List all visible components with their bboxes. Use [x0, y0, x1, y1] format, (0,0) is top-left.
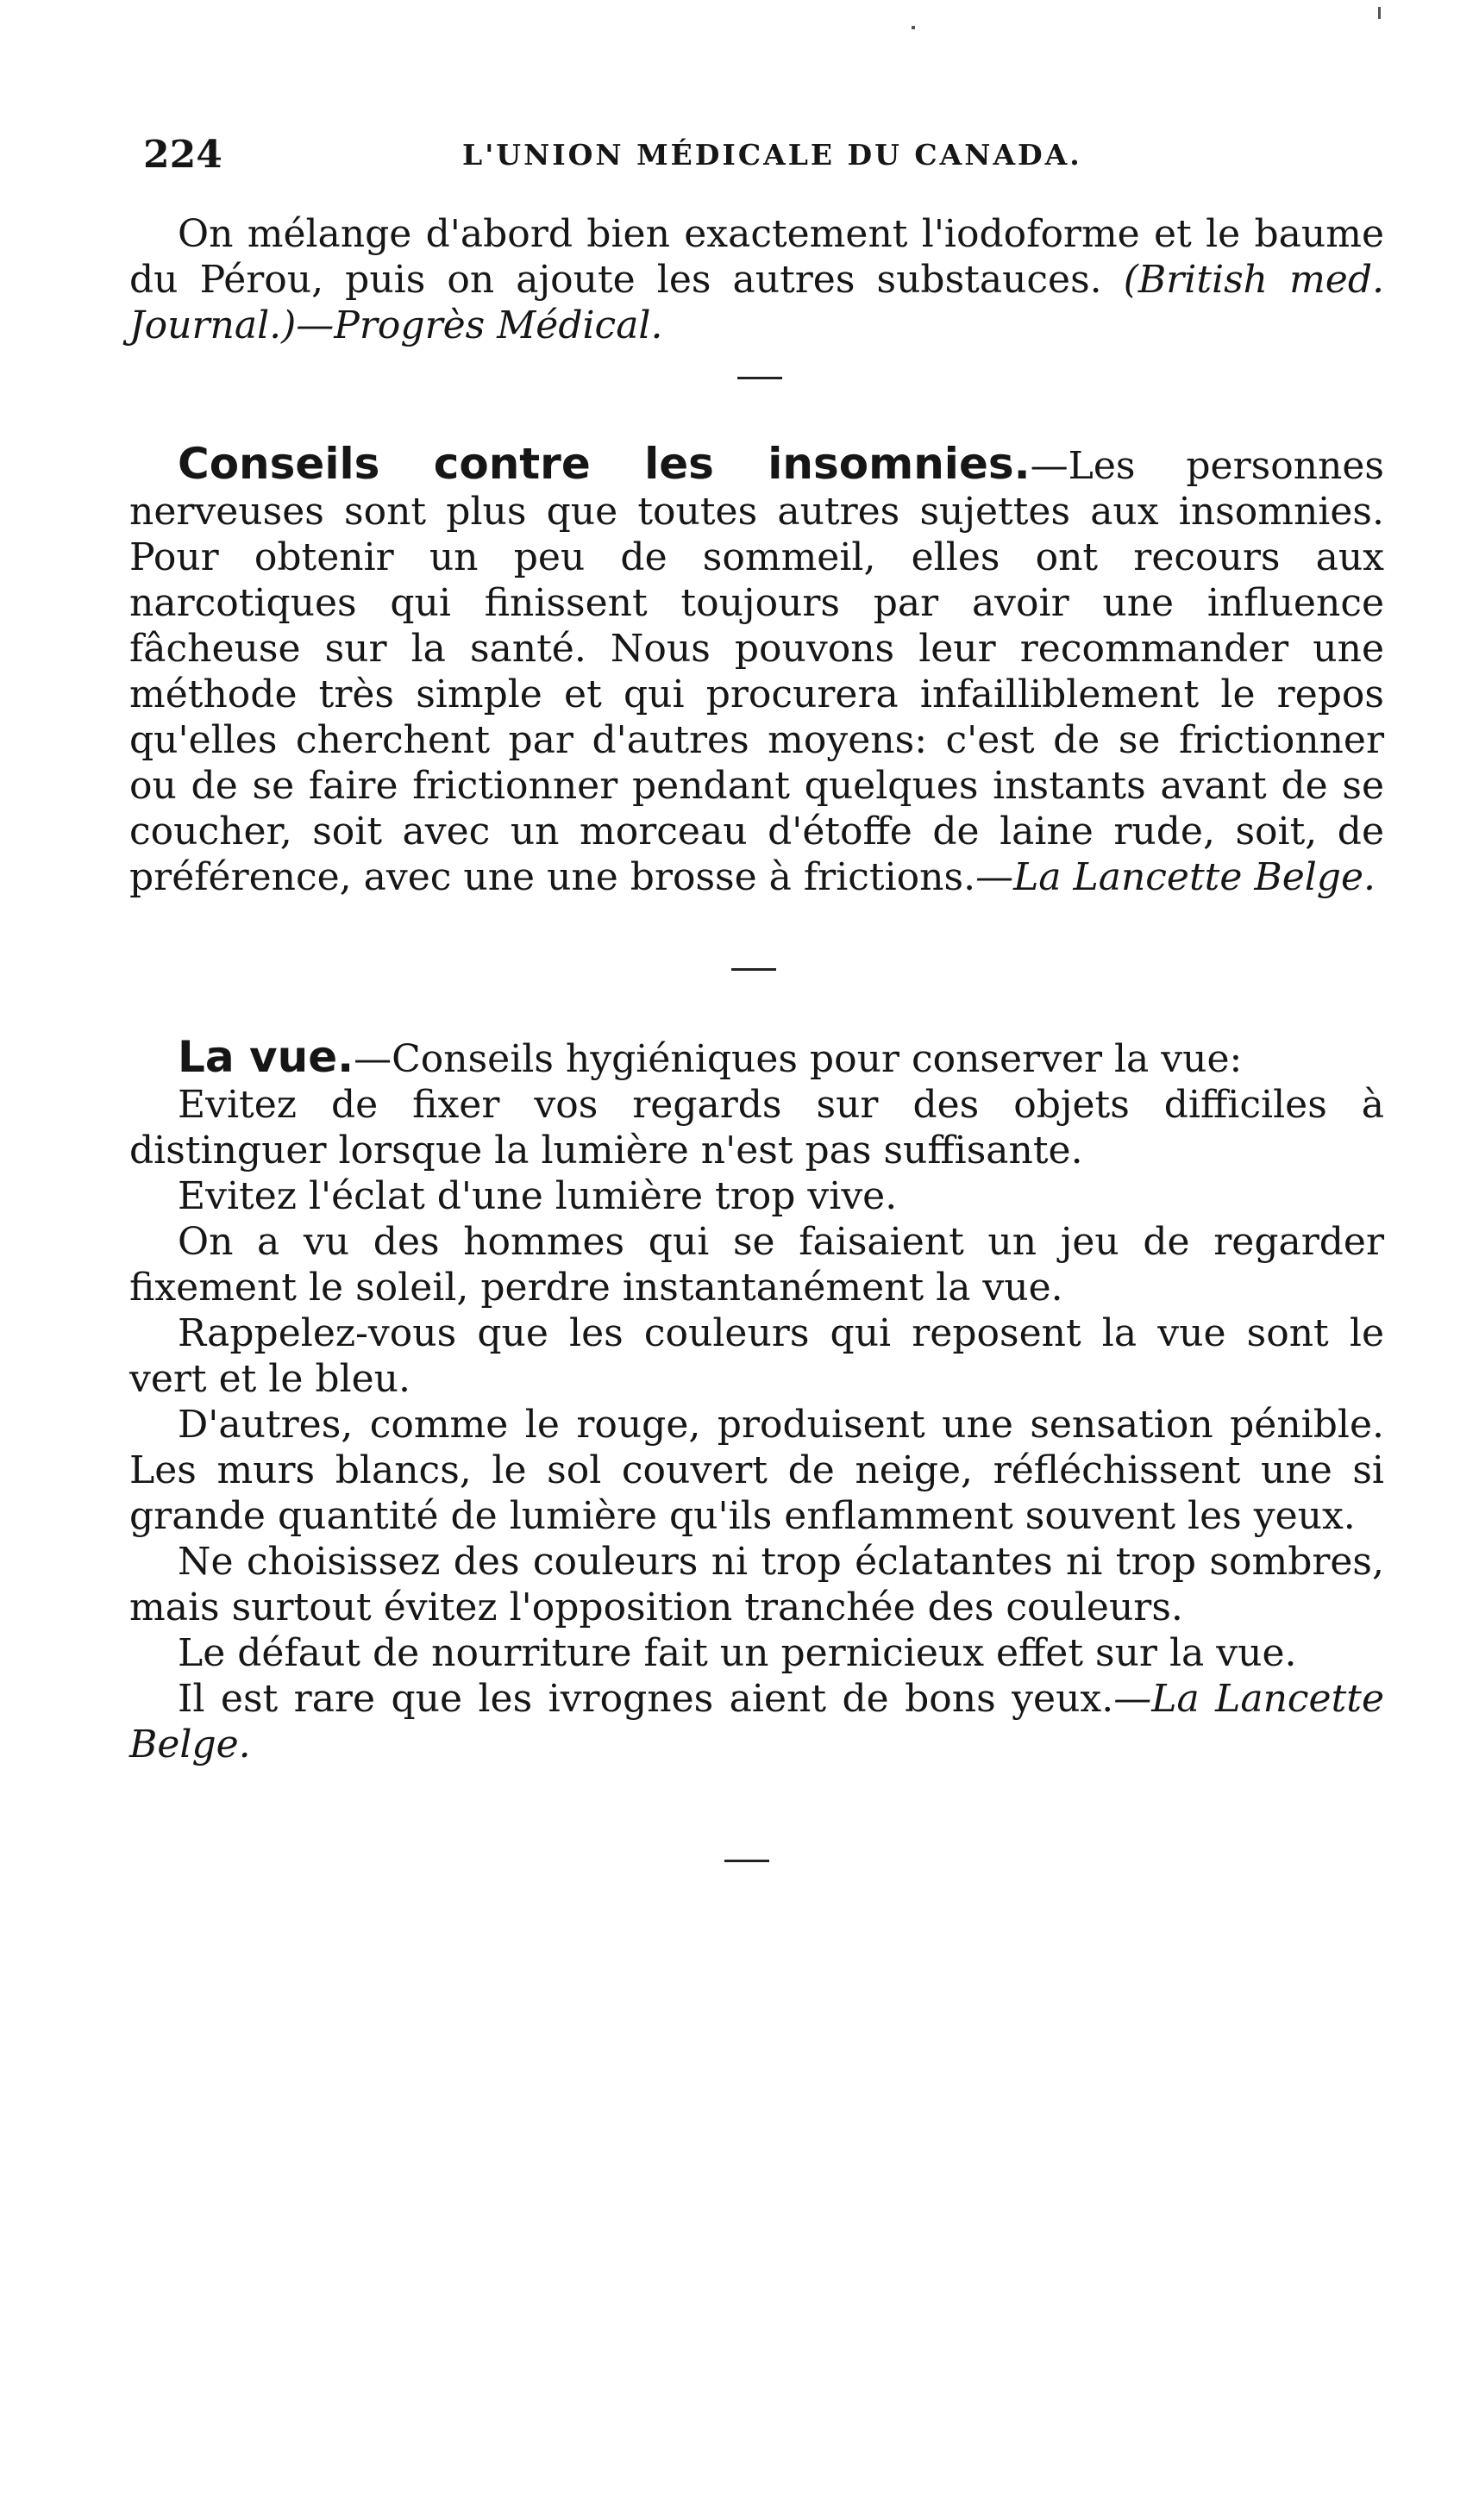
page-number: 224	[143, 133, 222, 177]
paragraph: On a vu des hommes qui se faisaient un jeu de regarder fixement le soleil, perdre instantanément la vue.	[129, 1220, 1384, 1310]
section-iodoform-closing	[129, 211, 1384, 348]
section-la-vue	[129, 1032, 1385, 1767]
separator-dash	[724, 1860, 769, 1862]
citation: —La Lancette Belge.	[129, 1677, 1385, 1767]
citation: (British med. Journal.)—Progrès Médical.	[129, 258, 1384, 347]
section-insomnies	[129, 441, 1384, 900]
paragraph: Evitez de fixer vos regards sur des objets difficiles à distinguer lorsque la lumière n'est pas suffisante.	[129, 1083, 1384, 1172]
paragraph: D'autres, comme le rouge, produisent une sensation pénible. Les murs blancs, le sol couvert de neige, réfléchissent une si grande quantité de lumière qu'ils enflamment souvent les yeux.	[129, 1403, 1384, 1538]
separator-dash	[737, 377, 782, 379]
section-text: —Les personnes nerveuses sont plus que toutes autres sujettes aux insomnies. Pour obtenir un peu de sommeil, elles ont recours aux narcotiques qui finissent toujours par avoir une influence fâcheuse sur la santé. Nous pouvons leur recommander une méthode très simple et qui procurera infailliblement le repos qu'elles cherchent par d'autres moyens: c'est de se frictionner ou de se faire frictionner pendant quelques instants avant de se coucher, soit avec un morceau d'étoffe de laine rude, soit, de préférence, avec une une brosse à frictions.	[129, 444, 1384, 899]
section-heading: La vue.	[178, 1032, 354, 1082]
paragraph: Rappelez-vous que les couleurs qui reposent la vue sont le vert et le bleu.	[129, 1311, 1384, 1401]
running-title: L'UNION MÉDICALE DU CANADA.	[462, 138, 1082, 172]
paragraph: Le défaut de nourriture fait un pernicieux effet sur la vue.	[178, 1631, 1297, 1675]
paragraph: Evitez l'éclat d'une lumière trop vive.	[178, 1174, 898, 1218]
paragraph: Il est rare que les ivrognes aient de bons yeux.	[178, 1677, 1114, 1721]
section-intro: —Conseils hygiéniques pour conserver la vue:	[354, 1037, 1243, 1081]
paragraph: Ne choisissez des couleurs ni trop éclatantes ni trop sombres, mais surtout évitez l'opposition tranchée des couleurs.	[129, 1540, 1384, 1629]
separator-dash	[731, 968, 776, 971]
section-heading: Conseils contre les insomnies.	[178, 439, 1031, 489]
scan-speck	[1378, 7, 1381, 19]
page-header	[143, 129, 1402, 181]
section-text: On mélange d'abord bien exactement l'iodoforme et le baume du Pérou, puis on ajoute les autres substauces.	[129, 212, 1384, 302]
scan-speck	[912, 26, 915, 29]
citation: —La Lancette Belge.	[975, 855, 1376, 899]
